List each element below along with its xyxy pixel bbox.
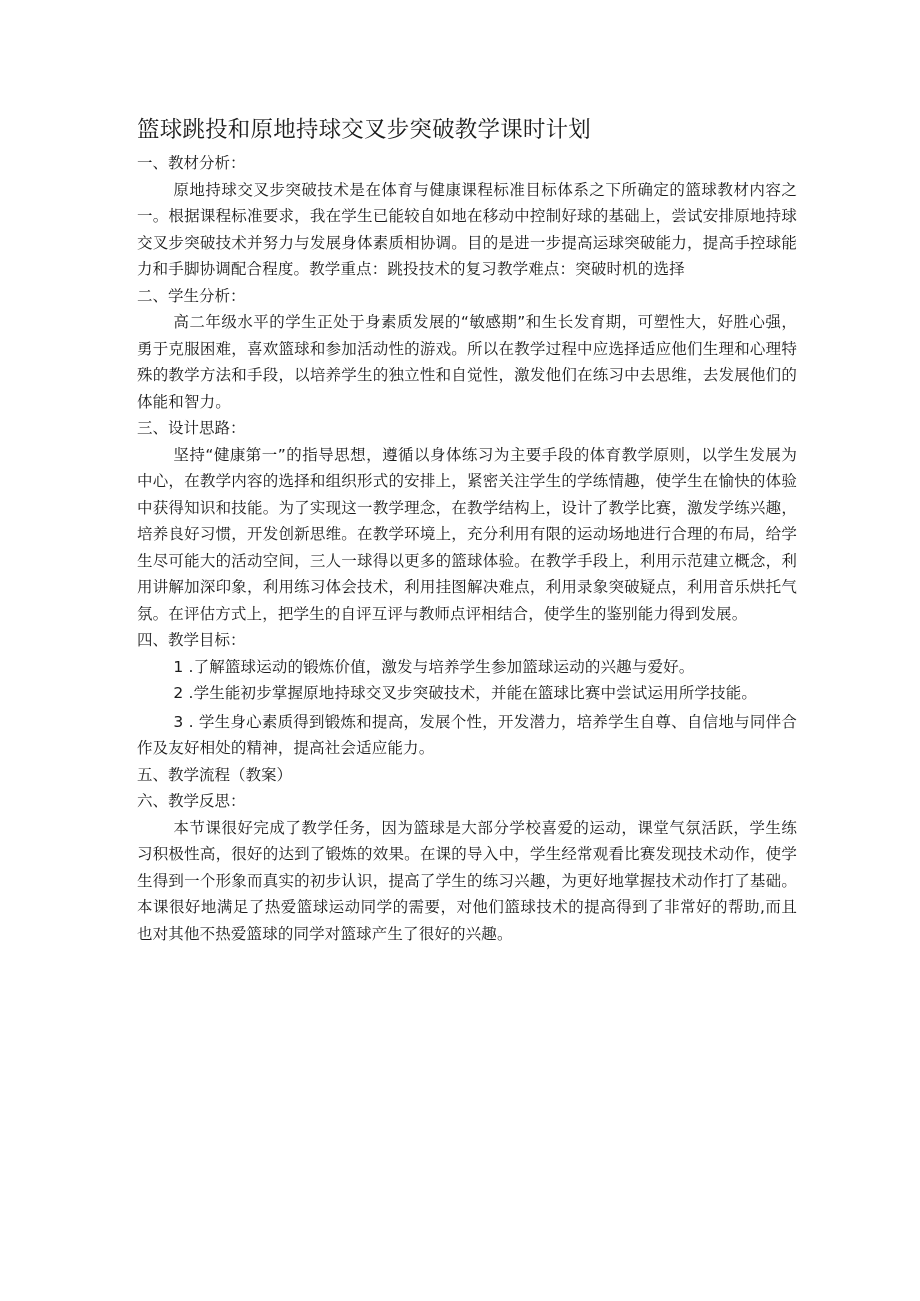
- section-heading-objectives: 四、教学目标：: [137, 631, 246, 649]
- section-paragraph-students: 高二年级水平的学生正处于身素质发展的“敏感期”和生长发育期，可塑性大，好胜心强，勇于克服困难，喜欢篮球和参加活动性的游戏。所以在教学过程中应选择适应他们生理和心理特殊的教学方法和手段，以培养学生的独立性和自觉性，激发他们在练习中去思维，去发展他们的体能和智力。: [137, 313, 797, 411]
- section-paragraph-reflection: 本节课很好完成了教学任务，因为篮球是大部分学校喜爱的运动，课堂气氛活跃，学生练习积极性高，很好的达到了锻炼的效果。在课的导入中，学生经常观看比赛发现技术动作，使学生得到一个形象而真实的初步认识，提高了学生的练习兴趣，为更好地掌握技术动作打了基础。本课很好地满足了热爱篮球运动同学的需要，对他们篮球技术的提高得到了非常好的帮助,而且也对其他不热爱篮球的同学对篮球产生了很好的兴趣。: [137, 818, 797, 943]
- objective-item: 1 .了解篮球运动的锻炼价值，激发与培养学生参加篮球运动的兴趣与爱好。: [173, 657, 695, 676]
- document-title: 篮球跳投和原地持球交叉步突破教学课时计划: [137, 117, 592, 143]
- section-heading-materials: 一、教材分析：: [137, 154, 246, 172]
- section-heading-students: 二、学生分析：: [137, 286, 246, 305]
- section-paragraph-design: 坚持“健康第一”的指导思想，遵循以身体练习为主要手段的体育教学原则，以学生发展为中心，在教学内容的选择和组织形式的安排上，紧密关注学生的学练情趣，使学生在愉快的体验中获得知识和技能。为了实现这一教学理念，在教学结构上，设计了教学比赛，激发学练兴趣，培养良好习惯，开发创新思维。在教学环境上，充分利用有限的运动场地进行合理的布局，给学生尽可能大的活动空间，三人一球得以更多的篮球体验。在教学手段上，利用示范建立概念，利用讲解加深印象，利用练习体会技术，利用挂图解决难点，利用录象突破疑点，利用音乐烘托气氛。在评估方式上，把学生的自评互评与教师点评相结合，使学生的鉴别能力得到发展。: [137, 445, 797, 623]
- objective-item: 3 . 学生身心素质得到锻炼和提高，发展个性，开发潜力，培养学生自尊、自信地与同伴合作及友好相处的精神，提高社会适应能力。: [137, 712, 797, 757]
- section-heading-process: 五、教学流程（教案）: [137, 765, 293, 784]
- section-heading-design: 三、设计思路：: [137, 419, 246, 437]
- section-paragraph-materials: 原地持球交叉步突破技术是在体育与健康课程标准目标体系之下所确定的篮球教材内容之一。根据课程标准要求，我在学生已能较自如地在移动中控制好球的基础上，尝试安排原地持球交叉步突破技术并努力与发展身体素质相协调。目的是进一步提高运球突破能力，提高手控球能力和手脚协调配合程度。教学重点：跳投技术的复习教学难点：突破时机的选择: [137, 180, 797, 278]
- document-page: [137, 112, 797, 947]
- section-heading-reflection: 六、教学反思：: [137, 792, 246, 810]
- objective-item: 2 .学生能初步掌握原地持球交叉步突破技术，并能在篮球比赛中尝试运用所学技能。: [173, 684, 757, 702]
